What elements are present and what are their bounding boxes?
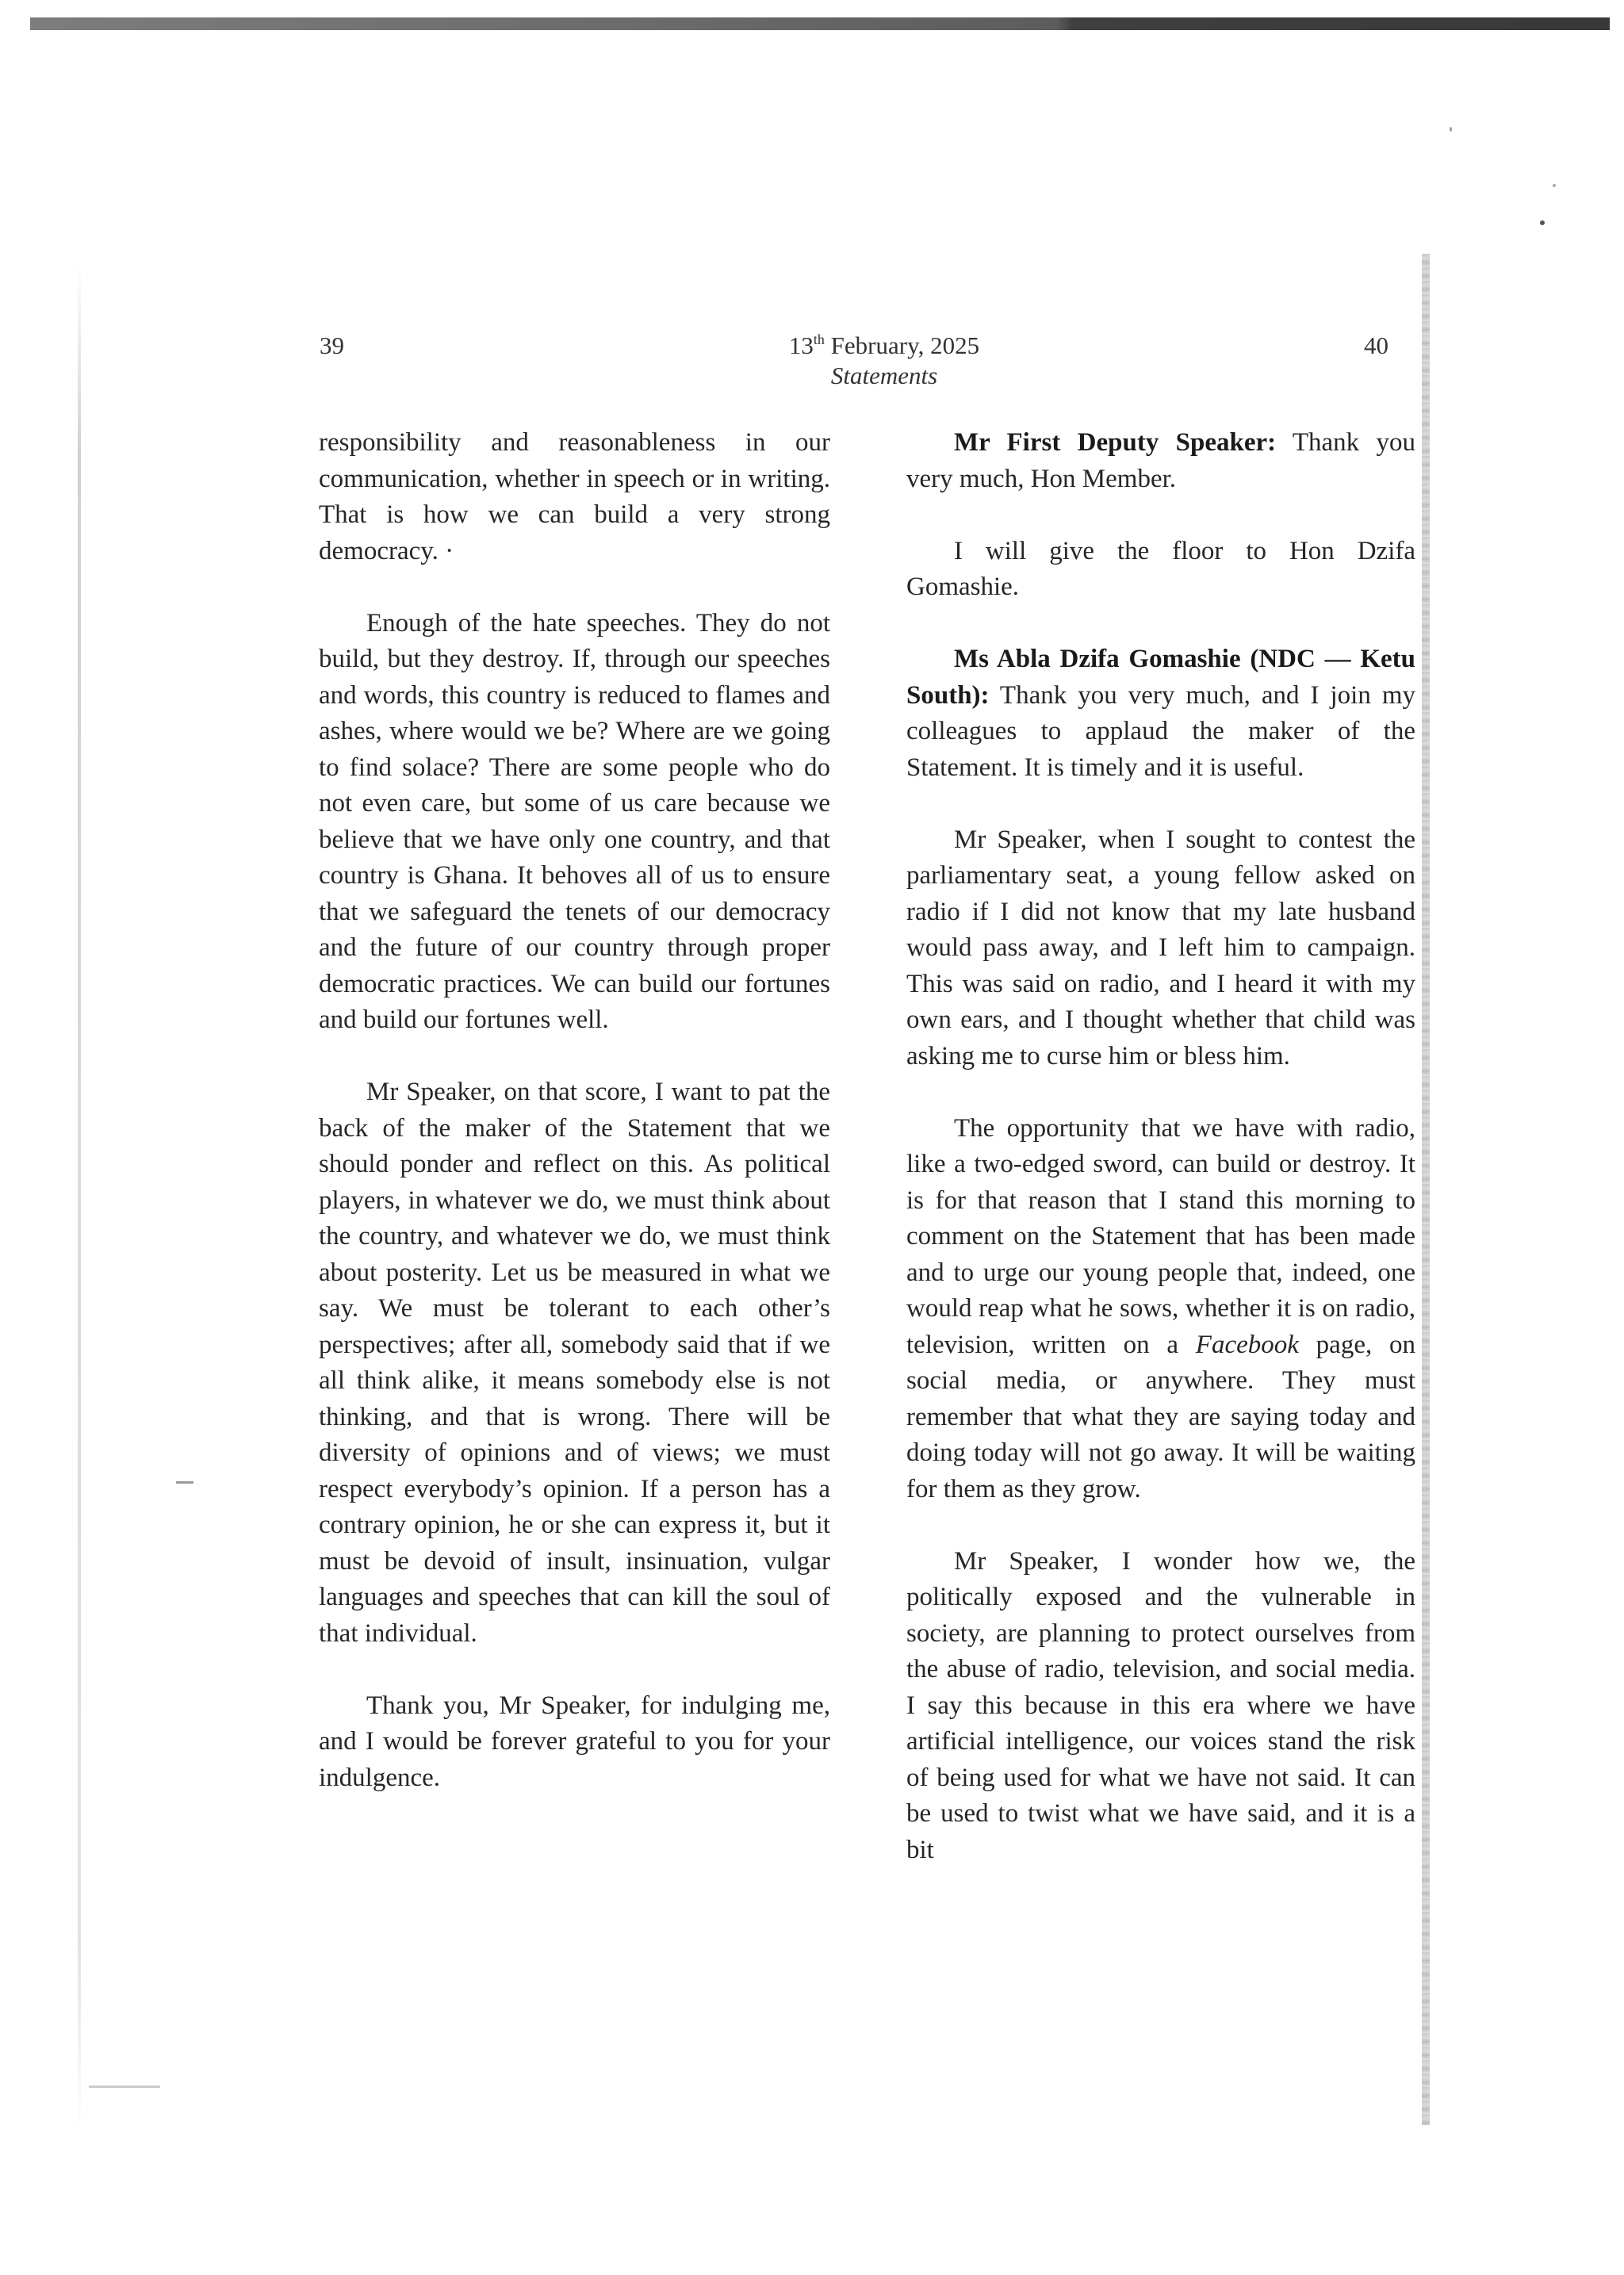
- header-date-day: 13: [788, 331, 814, 359]
- speech-text-italic: Facebook: [1195, 1330, 1299, 1359]
- scan-binding-edge: [1422, 254, 1430, 2125]
- running-header: [714, 331, 1055, 390]
- paragraph: I will give the floor to Hon Dzifa Gomashie.: [906, 536, 1415, 601]
- header-date: [714, 331, 1055, 360]
- scan-speck: [1450, 127, 1452, 132]
- page-number-left: 39: [320, 331, 344, 359]
- scan-speck: [1553, 184, 1556, 187]
- paragraph: Mr Speaker, when I sought to contest the parliamentary seat, a young fellow asked on radio if I did not know that my late husband would pass away, and I left him to campaign. This was said on radio, and I heard it with my own ears, and I thought whether that child was asking me to curse him or bless him.: [906, 825, 1415, 1070]
- scan-left-edge-mark: [89, 2085, 160, 2088]
- header-date-suffix: th: [813, 331, 825, 347]
- paragraph: responsibility and reasonableness in our communication, whether in speech or in writing. That is how we can build a very strong democracy. ·: [319, 428, 830, 565]
- paragraph: [906, 1111, 1415, 1508]
- scan-speck: [176, 1481, 193, 1484]
- speaker-name: Ms Abla Dzifa Gomashie (NDC — Ketu South):: [906, 645, 1415, 710]
- scan-top-border: [30, 17, 1610, 30]
- paragraph: [906, 425, 1415, 497]
- header-date-rest: February, 2025: [824, 331, 980, 359]
- paragraph: Mr Speaker, I wonder how we, the politically exposed and the vulnerable in society, are planning to protect ourselves from the abuse of radio, television, and social media. I say this because in this era where we have artificial intelligence, our voices stand the risk of being used for what we have not said. It can be used to twist what we have said, and it is a bit: [906, 1546, 1415, 1864]
- scan-speck: [1540, 220, 1545, 225]
- paragraph: Enough of the hate speeches. They do not build, but they destroy. If, through our speeches and words, this country is reduced to flames and ashes, where would we be? Where are we going to find solace? There are some people who do not even care, but some of us care because we believe that we have only one country, and that country is Ghana. It behoves all of us to ensure that we safeguard the tenets of our democracy and the future of our country through proper democratic practices. We can build our fortunes and build our fortunes well.: [319, 608, 830, 1034]
- paragraph: [906, 642, 1415, 786]
- speech-text: Thank you very much, Hon Member.: [906, 428, 1415, 493]
- speech-text: The opportunity that we have with radio, like a two-edged sword, can build or destroy. It is for that reason that I stand this morning to comment on the Statement that has been made and to urge our young people that, indeed, one would reap what he sows, whether it is on radio, television, written on a: [906, 1113, 1415, 1359]
- scan-left-edge: [78, 262, 81, 2133]
- left-column: [319, 425, 830, 1833]
- paragraph: Mr Speaker, on that score, I want to pat the back of the maker of the Statement that we should ponder and reflect on this. As political players, in whatever we do, we must think about the country, and whatever we do, we must think about posterity. Let us be measured in what we say. We must be tolerant to each other’s perspectives; after all, somebody said that if we all think alike, it means somebody else is not thinking, and that is wrong. There will be diversity of opinions and of views; we must respect everybody’s opinion. If a person has a contrary opinion, he or she can express it, but it must be devoid of insult, insinuation, vulgar languages and speeches that can kill the soul of that individual.: [319, 1078, 830, 1648]
- speech-text: page, on social media, or anywhere. They must remember that what they are saying today and doing today will not go away. It will be waiting for them as they grow.: [906, 1330, 1416, 1503]
- page-number-right: 40: [1364, 331, 1388, 359]
- speech-text: Thank you very much, and I join my colleagues to applaud the maker of the Statement. It is timely and it is useful.: [906, 680, 1415, 782]
- right-column: [906, 425, 1415, 1905]
- speaker-name: Mr First Deputy Speaker:: [954, 428, 1277, 457]
- paragraph: Thank you, Mr Speaker, for indulging me, and I would be forever grateful to you for your indulgence.: [319, 1691, 830, 1792]
- header-section: Statements: [830, 362, 938, 389]
